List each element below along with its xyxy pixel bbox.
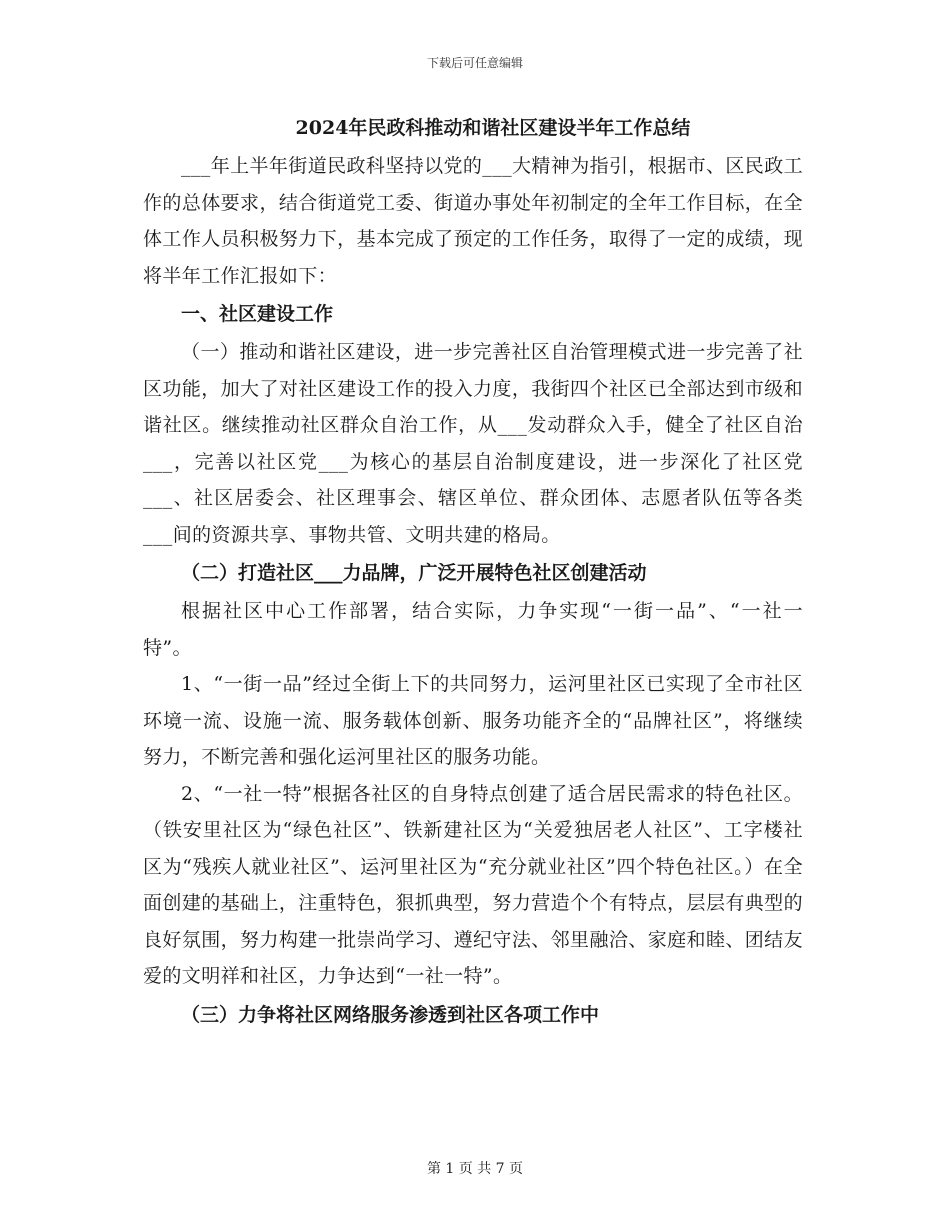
intro-paragraph: ___年上半年街道民政科坚持以党的___大精神为指引，根据市、区民政工作的总体要求，结合街道党工委、街道办事处年初制定的全年工作目标，在全体工作人员积极努力下，基本完成了预定的工作任务，取得了一定的成绩，现将半年工作汇报如下： xyxy=(143,155,804,287)
subheading-community-brand: （二）打造社区___力品牌，广泛开展特色社区创建活动 xyxy=(181,562,647,584)
paragraph-one-street-one-product: 1、“一街一品”经过全街上下的共同努力，运河里社区已实现了全市社区环境一流、设施一流、服务载体创新、服务功能齐全的“品牌社区”，将继续努力，不断完善和强化运河里社区的服务功能。 xyxy=(143,673,803,768)
document-title: 2024年民政科推动和谐社区建设半年工作总结 xyxy=(295,117,691,139)
page-number: 第 1 页 共 7 页 xyxy=(426,1161,524,1177)
paragraph-work-deployment: 根据社区中心工作部署，结合实际，力争实现“一街一品”、“一社一特”。 xyxy=(143,600,803,659)
subheading-network-service: （三）力争将社区网络服务渗透到社区各项工作中 xyxy=(181,1003,600,1026)
section-heading-community-building: 一、社区建设工作 xyxy=(181,303,334,325)
document-body xyxy=(143,108,803,1035)
header-note: 下载后可任意编辑 xyxy=(426,56,523,70)
paragraph-harmonious-community: （一）推动和谐社区建设，进一步完善社区自治管理模式进一步完善了社区功能，加大了对社区建设工作的投入力度，我街四个社区已全部达到市级和谐社区。继续推动社区群众自治工作，从___发动群众入手，健全了社区自治___，完善以社区党___为核心的基层自治制度建设，进一步深化了社区党___、社区居委会、社区理事会、辖区单位、群众团体、志愿者队伍等各类___间的资源共享、事物共管、文明共建的格局。 xyxy=(143,341,803,546)
paragraph-one-community-one-feature: 2、“一社一特”根据各社区的自身特点创建了适合居民需求的特色社区。（铁安里社区为“绿色社区”、铁新建社区为“关爱独居老人社区”、工字楼社区为“残疾人就业社区”、运河里社区为“充分就业社区”四个特色社区。）在全面创建的基础上，注重特色，狠抓典型，努力营造个个有特点，层层有典型的良好氛围，努力构建一批崇尚学习、遵纪守法、邻里融洽、家庭和睦、团结友爱的文明祥和社区，力争达到“一社一特”。 xyxy=(143,782,803,987)
